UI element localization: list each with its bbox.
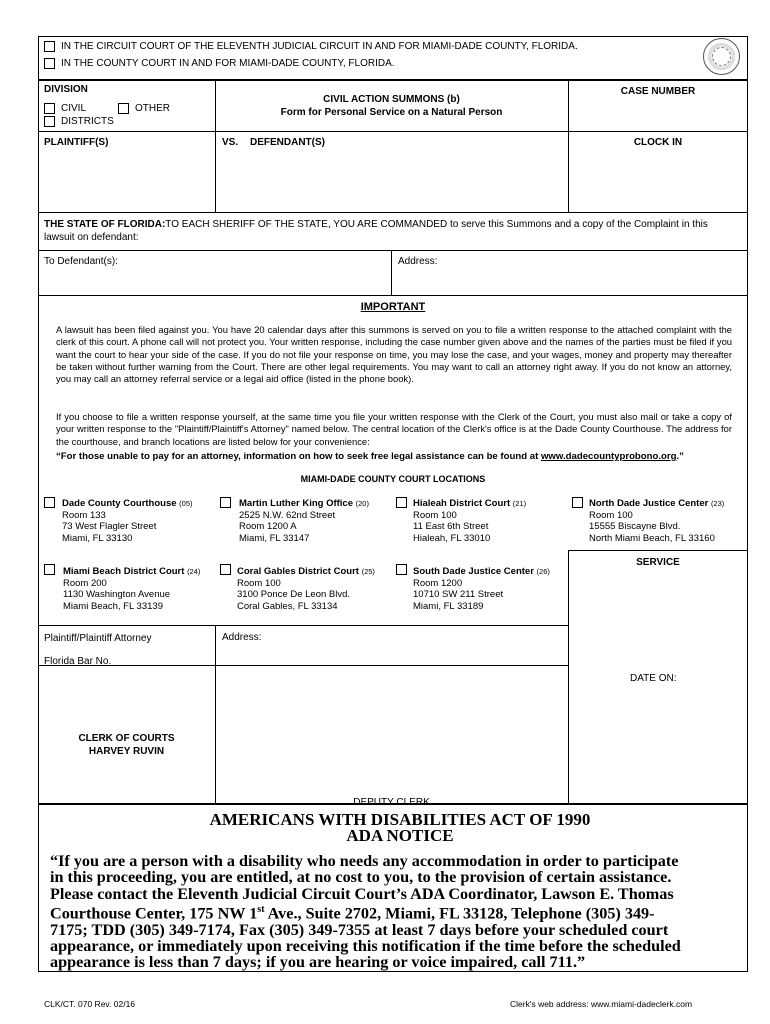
location-coral-gables-district-court	[237, 566, 375, 612]
defendants-label: DEFENDANT(S)	[250, 137, 325, 148]
location-checkbox[interactable]	[44, 497, 55, 508]
ada-line: Please contact the Eleventh Judicial Circuit Court’s ADA Coordinator, Lawson E. Thomas	[50, 884, 674, 903]
location-name: Martin Luther King Office	[239, 498, 353, 509]
location-checkbox[interactable]	[572, 497, 583, 508]
location-checkbox[interactable]	[220, 564, 231, 575]
ada-line-part: Courthouse Center, 175 NW 1	[50, 904, 258, 923]
circuit-court-label: IN THE CIRCUIT COURT OF THE ELEVENTH JUDICIAL CIRCUIT IN AND FOR MIAMI-DADE COUNTY, FLORIDA.	[61, 41, 578, 52]
ada-notice-text	[50, 853, 745, 970]
ada-title: AMERICANS WITH DISABILITIES ACT OF 1990	[209, 810, 591, 829]
probono-notice	[56, 451, 746, 463]
clerk-name-label: HARVEY RUVIN	[88, 746, 165, 757]
ada-line: appearance, or immediately upon receiving this notification if the time before the scheduled	[50, 936, 681, 955]
county-court-checkbox[interactable]	[44, 58, 55, 69]
attorney-address-label: Address:	[222, 632, 262, 643]
clerk-web-address: Clerk's web address: www.miami-dadeclerk.com	[510, 999, 693, 1009]
ada-line: appearance is less than 7 days; if you are hearing or voice impaired, call 711.”	[50, 953, 586, 972]
divider	[38, 625, 568, 626]
divider	[38, 665, 568, 666]
location-line: Room 200	[63, 577, 107, 589]
divider	[215, 625, 216, 665]
vs-label: VS.	[222, 137, 239, 148]
clerk-of-courts-label: CLERK OF COURTS	[78, 733, 175, 744]
divider	[215, 665, 216, 804]
plaintiffs-label: PLAINTIFF(S)	[44, 137, 109, 148]
location-line: 1130 Washington Avenue	[63, 589, 171, 600]
probono-end: .”	[676, 451, 684, 462]
location-line: North Miami Beach, FL 33160	[589, 532, 715, 544]
florida-bar-label: Florida Bar No.	[44, 656, 112, 667]
form-title: CIVIL ACTION SUMMONS (b)	[323, 94, 460, 105]
ada-line	[50, 902, 745, 922]
important-heading	[38, 301, 748, 314]
division-label: DIVISION	[44, 84, 88, 95]
location-name: Dade County Courthouse	[62, 498, 177, 509]
probono-link[interactable]: www.dadecountyprobono.org	[540, 451, 677, 462]
location-line: Room 1200	[413, 577, 463, 589]
ada-line: “If you are a person with a disability who needs any accommodation in order to participate	[50, 852, 679, 870]
civil-label: CIVIL	[61, 103, 87, 114]
location-line: Room 100	[237, 577, 281, 589]
location-checkbox[interactable]	[396, 564, 407, 575]
location-martin-luther-king-office	[239, 498, 369, 544]
divider	[38, 295, 748, 296]
divider	[38, 250, 748, 251]
ada-line: 7175; TDD (305) 349-7174, Fax (305) 349-7355 at least 7 days before your scheduled court	[50, 920, 669, 939]
clock-in-label: CLOCK IN	[633, 137, 683, 148]
attorney-label: Plaintiff/Plaintiff Attorney	[44, 633, 152, 644]
case-number-label: CASE NUMBER	[620, 86, 696, 97]
important-paragraph-1: A lawsuit has been filed against you. You have 20 calendar days after this summons is served on you to file a written response to the attached complaint with the clerk of this court. A phone call will not protect you. Your written response, including the case number given above and the names of the parties must be filed if you want the court to hear your side of the case. If you do not file your response on time, you may lose the case, and your wages, money and property may thereafter be taken without further warning from the Court. There are other legal requirements. You may want to call an attorney right away. If you do not know an attorney, you may call an attorney referral service or a legal aid office (listed in the phone book).	[56, 324, 732, 385]
location-name: Miami Beach District Court	[63, 566, 185, 577]
location-line: Miami, FL 33130	[62, 532, 133, 544]
civil-checkbox[interactable]	[44, 103, 55, 114]
location-line: 73 West Flagler Street	[62, 521, 157, 532]
location-line: 11 East 6th Street	[413, 521, 489, 532]
location-miami-beach-district-court	[63, 566, 200, 612]
location-south-dade-justice-center	[413, 566, 550, 612]
location-hialeah-district-court	[413, 498, 526, 544]
divider	[38, 212, 748, 213]
ada-line: in this proceeding, you are entitled, at no cost to you, to the provision of certain assistance.	[50, 868, 672, 887]
ada-line-part: Ave., Suite 2702, Miami, FL 33128, Telephone (305) 349-	[264, 904, 655, 923]
location-name: North Dade Justice Center	[589, 498, 709, 509]
ada-line-superscript: st	[257, 903, 265, 915]
divider	[38, 131, 748, 132]
to-defendants-label: To Defendant(s):	[44, 256, 118, 267]
county-court-label: IN THE COUNTY COURT IN AND FOR MIAMI-DADE COUNTY, FLORIDA.	[61, 58, 395, 69]
location-number: (25)	[361, 567, 375, 576]
location-north-dade-justice-center	[589, 498, 724, 544]
location-number: (23)	[710, 499, 725, 508]
location-number: (05)	[179, 499, 193, 508]
location-checkbox[interactable]	[396, 497, 407, 508]
location-line: Room 1200 A	[239, 521, 297, 532]
location-line: Miami Beach, FL 33139	[63, 600, 163, 612]
divider	[391, 250, 392, 295]
location-line: 3100 Ponce De Leon Blvd.	[237, 589, 351, 600]
divider	[568, 550, 569, 804]
location-line: 15555 Biscayne Blvd.	[589, 521, 681, 532]
location-number: (26)	[536, 567, 550, 576]
location-number: (21)	[512, 499, 527, 508]
divider	[568, 550, 748, 551]
state-lead: THE STATE OF FLORIDA:	[44, 219, 166, 230]
locations-heading: MIAMI-DADE COUNTY COURT LOCATIONS	[300, 474, 486, 484]
other-label: OTHER	[135, 103, 170, 114]
location-name: South Dade Justice Center	[413, 566, 534, 577]
form-subtitle: Form for Personal Service on a Natural Person	[280, 107, 503, 118]
probono-text: “For those unable to pay for an attorney, information on how to seek free legal assistance can be found at	[56, 451, 541, 462]
deputy-clerk-label: DEPUTY CLERK	[353, 797, 430, 808]
form-code: CLK/CT. 070 Rev. 02/16	[44, 999, 136, 1009]
defendant-address-label: Address:	[398, 256, 438, 267]
service-label: SERVICE	[636, 557, 680, 568]
important-paragraph-2: If you choose to file a written response yourself, at the same time you file your written response with the Clerk of the Court, you must also mail or take a copy of your written response to the "Plaintiff/Plaintiff's Attorney" named below. The central location of the Clerk's office is at the Dade County Courthouse. The address for the courthouse, and branch locations are listed below for your convenience:	[56, 411, 732, 447]
location-name: Hialeah District Court	[413, 498, 511, 509]
location-line: 10710 SW 211 Street	[413, 589, 504, 600]
location-line: 2525 N.W. 62nd Street	[239, 509, 336, 521]
location-line: Miami, FL 33189	[413, 600, 484, 612]
important-heading-text: IMPORTANT	[360, 301, 426, 313]
location-checkbox[interactable]	[44, 564, 55, 575]
location-line: Room 100	[589, 509, 633, 521]
other-checkbox[interactable]	[118, 103, 129, 114]
location-number: (24)	[187, 567, 201, 576]
districts-label: DISTRICTS	[61, 116, 114, 127]
ada-subtitle: ADA NOTICE	[346, 826, 454, 845]
location-line: Coral Gables, FL 33134	[237, 600, 338, 612]
circuit-court-checkbox[interactable]	[44, 41, 55, 52]
location-checkbox[interactable]	[220, 497, 231, 508]
court-seal-icon	[703, 38, 740, 75]
location-name: Coral Gables District Court	[237, 566, 359, 577]
districts-checkbox[interactable]	[44, 116, 55, 127]
location-dade-county-courthouse	[62, 498, 193, 544]
location-line: Room 100	[413, 509, 457, 521]
location-line: Miami, FL 33147	[239, 532, 310, 544]
state-command-text	[44, 218, 740, 244]
location-number: (20)	[355, 499, 369, 508]
location-line: Room 133	[62, 509, 106, 521]
location-line: Hialeah, FL 33010	[413, 532, 491, 544]
date-on-label: DATE ON:	[630, 673, 677, 684]
state-text: TO EACH SHERIFF OF THE STATE, YOU ARE COMMANDED to serve this Summons and a copy of the Complaint in this lawsuit on defendant:	[44, 219, 708, 243]
